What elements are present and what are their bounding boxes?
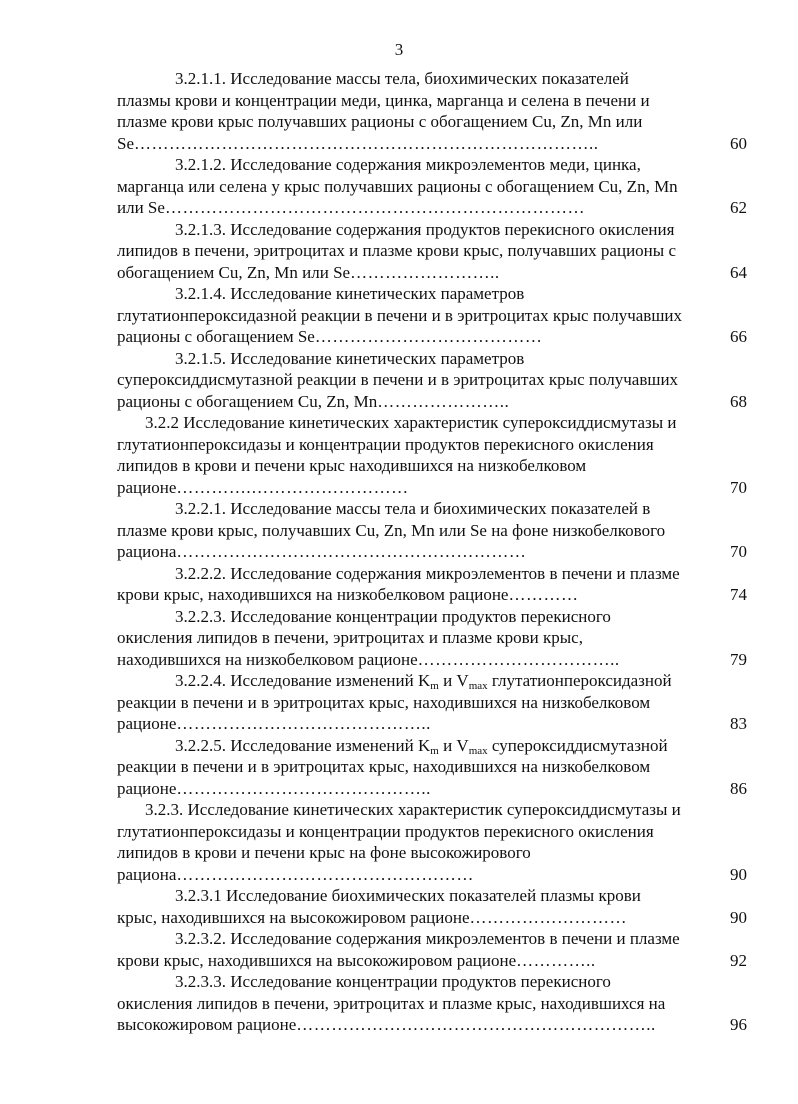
toc-entry-title: 3.2.2.1. Исследование массы тела и биохимических показателей в плазме крови крыс, получавших Cu, Zn, Mn или Se на фоне низкобелкового рациона…………………………………………………… [117,499,666,561]
toc-entry-title: 3.2.1.5. Исследование кинетических параметров супероксиддисмутазной реакции в печени и в эритроцитах крыс получавших рационы с обогащением Cu, Zn, Mn………………….. [117,348,679,411]
toc-entry-title: 3.2.2.5. Исследование изменений $K_m$ и $V_{max}$ супероксиддисмутазной реакции в печени и в эритроцитах крыс, находившихся на низкобелковом рационе…………………………………….. [117,735,668,798]
toc-entry-title: 3.2.3.3. Исследование концентрации продуктов перекисного окисления липидов в печени, эритроцитах и плазме крыс, находившихся на высокожировом рационе…………………………………………………….. [117,972,666,1034]
toc-entry-3-2-1-2 [117,154,747,219]
toc-entry-page: 90 [730,907,747,927]
toc-entry-title: 3.2.2.4. Исследование изменений $K_m$ и $V_{max}$ глутатионпероксидазной реакции в печени и в эритроцитах крыс, находившихся на низкобелковом рационе…………………………………….. [117,671,672,733]
toc-entry-title: 3.2.3. Исследование кинетических характеристик супероксиддисмутазы и глутатионпероксидазы и концентрации продуктов перекисного окисления липидов в крови и печени крыс на фоне высокожирового рациона…………………………………………… [117,800,681,884]
subscript-m: m [430,680,439,692]
toc-entry-title: 3.2.2.3. Исследование концентрации продуктов перекисного окисления липидов в печени, эритроцитах и плазме крови крыс, находившихся на низкобелковом рационе…………………………….. [117,606,620,669]
toc-entry-page: 68 [730,391,747,411]
toc-entry-page: 83 [730,714,747,733]
toc-entry-title: 3.2.3.1 Исследование биохимических показателей плазмы крови крыс, находившихся на высокожировом рационе……………………… [117,886,641,927]
toc-entry-page: 96 [730,1015,747,1034]
subscript-m: m [430,744,439,757]
toc-entry-3-2-1-3 [117,219,747,284]
table-of-contents [117,68,747,1036]
toc-entry-page: 64 [730,262,747,282]
toc-entry-title: 3.2.2.2. Исследование содержания микроэлементов в печени и плазме крови крыс, находившихся на низкобелковом рационе………… [117,563,680,604]
toc-entry-title: 3.2.2 Исследование кинетических характеристик супероксиддисмутазы и глутатионпероксидазы и концентрации продуктов перекисного окисления липидов в крови и печени крыс находившихся на низкобелковом рационе………….……………………… [117,413,677,497]
toc-entry-3-2-3-3 [117,971,747,1036]
toc-entry-page: 92 [730,950,747,970]
toc-entry-page: 74 [730,585,747,604]
page-number: 3 [394,40,404,59]
toc-entry-3-2-2-2 [117,563,747,606]
toc-entry-3-2-2-5 [117,735,747,800]
toc-entry-3-2-2-3 [117,606,747,671]
toc-entry-title: 3.2.1.4. Исследование кинетических параметров глутатионпероксидазной реакции в печени и в эритроцитах крыс получавших рационы с обогащением Se………………………………… [117,284,683,346]
toc-entry-page: 90 [730,864,747,884]
subscript-max: max [468,744,488,757]
toc-entry-title: 3.2.1.1. Исследование массы тела, биохимических показателей плазмы крови и концентрации меди, цинка, марганца и селена в печени и плазме крови крыс получавших рационы с обогащением Cu, Zn, Mn или Se…………………………………………………………………….. [117,69,650,153]
toc-entry-3-2-3 [117,799,747,885]
toc-entry-3-2-2-4 [117,670,747,735]
toc-entry-3-2-3-2 [117,928,747,971]
toc-entry-title: 3.2.1.2. Исследование содержания микроэлементов меди, цинка, марганца или селена у крыс получавших рационы с обогащением Cu, Zn, Mn или Se……………………………………………………………… [117,155,678,217]
toc-entry-page: 79 [730,649,747,669]
toc-entry-3-2-2-1 [117,498,747,563]
toc-entry-page: 70 [730,477,747,497]
toc-entry-3-2-2 [117,412,747,498]
toc-entry-3-2-1-1 [117,68,747,154]
toc-entry-title: 3.2.1.3. Исследование содержания продуктов перекисного окисления липидов в печени, эритроцитах и плазме крови крыс, получавших рационы с обогащением Cu, Zn, Mn или Se…………………….. [117,219,676,282]
toc-entry-3-2-1-5 [117,348,747,413]
toc-entry-title: 3.2.3.2. Исследование содержания микроэлементов в печени и плазме крови крыс, находившихся на высокожировом рационе………….. [117,929,680,970]
toc-entry-page: 70 [730,542,747,561]
toc-entry-3-2-1-4 [117,283,747,348]
toc-entry-3-2-3-1 [117,885,747,928]
toc-entry-page: 62 [730,198,747,217]
toc-entry-page: 66 [730,327,747,346]
toc-entry-page: 60 [730,133,747,153]
toc-entry-page: 86 [730,778,747,798]
subscript-max: max [468,680,488,692]
